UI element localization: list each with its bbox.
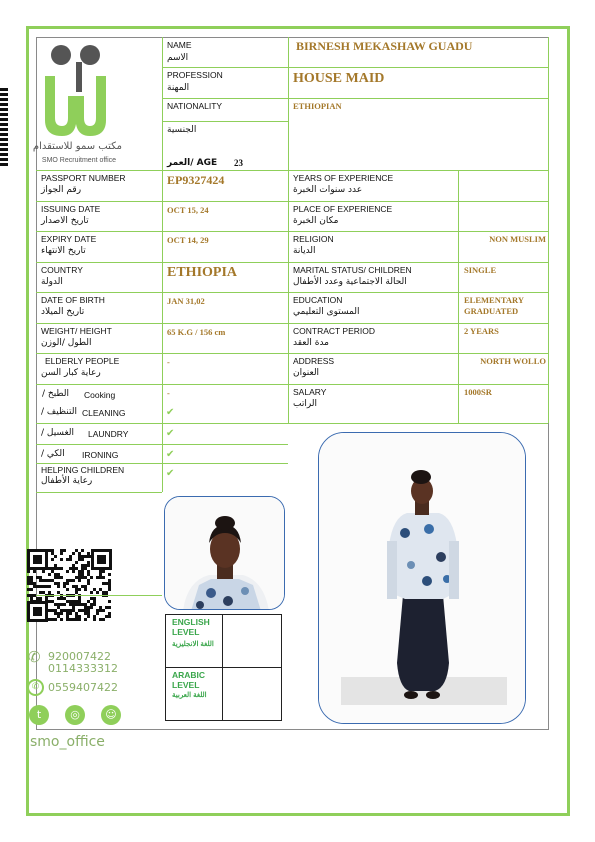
grid-line [162, 463, 288, 464]
left-label: DATE OF BIRTH [41, 295, 105, 305]
left-label-ar: تاريخ الاصدار [41, 216, 89, 226]
skill-label: CLEANING [82, 408, 126, 418]
age-value: 23 [234, 158, 243, 168]
grid-line [36, 292, 548, 293]
phone-icon: ✆ [28, 648, 41, 666]
side-barcode [0, 88, 8, 168]
left-label: COUNTRY [41, 265, 83, 275]
left-label-ar: تاريخ الانتهاء [41, 246, 86, 256]
right-label: PLACE OF EXPERIENCE [293, 204, 393, 214]
whatsapp-icon: ✆ [27, 679, 44, 696]
english-level-label: ENGLISH LEVEL [172, 617, 210, 637]
right-value: ELEMENTARY GRADUATED [464, 295, 524, 316]
left-label: Cooking [84, 390, 116, 400]
left-value: - [167, 388, 170, 398]
whatsapp-number: 0559407422 [48, 681, 118, 694]
checkmark-icon: ✔ [166, 468, 175, 479]
grid-line [36, 170, 548, 171]
right-label: RELIGION [293, 234, 334, 244]
right-label-ar: المستوى التعليمي [293, 307, 360, 317]
right-label: SALARY [293, 387, 327, 397]
name-value: BIRNESH MEKASHAW GUADU [296, 39, 473, 53]
english-level-label-ar: اللغة الانجليزية [172, 641, 214, 648]
logo-subtitle: SMO Recruitment office [41, 157, 117, 164]
right-value: SINGLE [464, 265, 497, 275]
grid-line [36, 323, 548, 324]
left-label: ISSUING DATE [41, 204, 101, 214]
profession-value: HOUSE MAID [293, 71, 385, 86]
grid-line [36, 492, 162, 493]
phone-number-2: 0114333312 [48, 662, 118, 675]
twitter-icon[interactable]: t [29, 705, 49, 725]
arabic-level-label: ARABIC LEVEL [172, 670, 206, 690]
grid-line [36, 595, 162, 596]
left-label-ar: الطبخ / [42, 389, 70, 399]
right-label: YEARS OF EXPERIENCE [293, 173, 394, 183]
skill-label-ar: رعاية الأطفال [41, 476, 93, 486]
qr-code-icon [27, 549, 112, 622]
grid-line [36, 384, 548, 385]
skill-label-ar: التنظيف / [41, 407, 77, 417]
right-label: ADDRESS [293, 356, 335, 366]
right-label-ar: مدة العقد [293, 338, 329, 348]
left-label-ar: رعاية كبار السن [41, 368, 101, 378]
left-value: EP9327424 [167, 173, 225, 187]
grid-line [458, 170, 459, 423]
left-value: 65 K.G / 156 cm [167, 327, 226, 337]
grid-line [222, 614, 223, 721]
skill-label: HELPING CHILDREN [41, 465, 125, 475]
age-label: العمر/ AGE [167, 158, 218, 168]
snapchat-icon[interactable]: ☺ [101, 705, 121, 725]
arabic-level-label-ar: اللغة العربية [172, 692, 207, 699]
phone-number-1: 920007422 [48, 650, 111, 663]
right-label-ar: الراتب [293, 399, 318, 409]
grid-line [162, 444, 288, 445]
right-label-ar: عدد سنوات الخبرة [293, 185, 363, 195]
right-label: MARITAL STATUS/ CHILDREN [293, 265, 412, 275]
left-value: OCT 14, 29 [167, 235, 209, 245]
instagram-icon[interactable]: ◎ [65, 705, 85, 725]
left-label-ar: الدولة [41, 277, 63, 287]
portrait-photo [164, 496, 285, 610]
right-value: 2 YEARS [464, 326, 499, 336]
profession-label-ar: المهنة [167, 83, 190, 93]
nationality-label: NATIONALITY [167, 101, 223, 111]
left-value: JAN 31,02 [167, 296, 205, 306]
skill-label-ar: الكي / [41, 449, 65, 459]
left-value: OCT 15, 24 [167, 205, 209, 215]
skill-label-ar: الغسيل / [41, 428, 75, 438]
nationality-value: ETHIOPIAN [293, 101, 342, 111]
right-label-ar: الحالة الاجتماعية وعدد الأطفال [293, 277, 407, 287]
right-value: 1000SR [464, 387, 492, 397]
left-label: WEIGHT/ HEIGHT [41, 326, 112, 336]
right-label: EDUCATION [293, 295, 343, 305]
right-label-ar: العنوان [293, 368, 320, 378]
grid-line [36, 423, 162, 424]
right-label-ar: مكان الخبرة [293, 216, 339, 226]
grid-line [36, 231, 548, 232]
right-label: CONTRACT PERIOD [293, 326, 376, 336]
grid-line [36, 262, 548, 263]
smo-logo-icon [40, 42, 112, 138]
full-body-photo [318, 432, 526, 724]
right-value: NON MUSLIM [489, 234, 546, 244]
left-label-ar: تاريخ الميلاد [41, 307, 85, 317]
grid-line [165, 667, 282, 668]
right-label-ar: الديانة [293, 246, 316, 256]
grid-line [288, 37, 289, 423]
grid-line [162, 98, 548, 99]
skill-label: IRONING [82, 450, 119, 460]
grid-line [162, 67, 548, 68]
left-value: ETHIOPIA [167, 265, 238, 280]
grid-line [36, 201, 548, 202]
logo-title: مكتب سمو للاستقدام [32, 141, 122, 152]
left-label-ar: رقم الجواز [41, 185, 82, 195]
grid-line [36, 353, 548, 354]
checkmark-icon: ✔ [166, 407, 175, 418]
checkmark-icon: ✔ [166, 449, 175, 460]
skill-label: LAUNDRY [88, 429, 129, 439]
grid-line [36, 463, 162, 464]
left-label-ar: الطول /الوزن [41, 338, 92, 348]
grid-line [36, 444, 162, 445]
profession-label: PROFESSION [167, 70, 223, 80]
right-value: NORTH WOLLO [480, 356, 546, 366]
social-handle: smo_office [30, 734, 105, 750]
left-value: - [167, 357, 170, 367]
grid-line [548, 37, 549, 423]
name-label-ar: الاسم [167, 53, 189, 63]
grid-line [162, 121, 288, 122]
left-label: EXPIRY DATE [41, 234, 97, 244]
name-label: NAME [167, 40, 192, 50]
left-label: ELDERLY PEOPLE [45, 356, 120, 366]
checkmark-icon: ✔ [166, 428, 175, 439]
nationality-label-ar: الجنسية [167, 125, 197, 135]
left-label: PASSPORT NUMBER [41, 173, 126, 183]
